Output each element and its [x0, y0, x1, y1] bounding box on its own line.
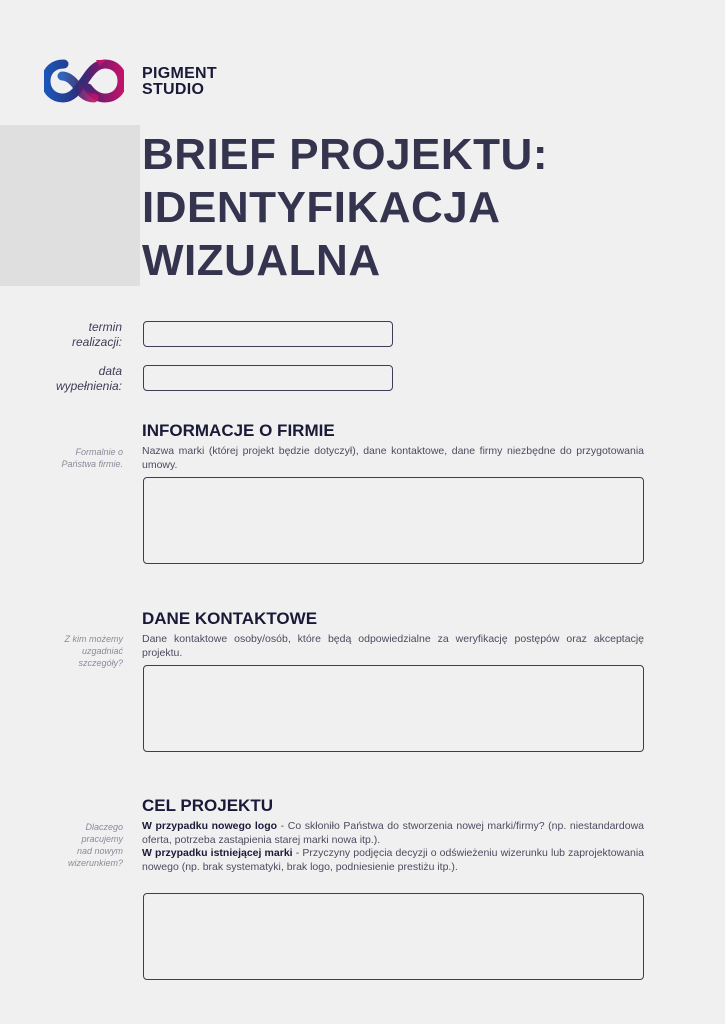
company-info-textarea[interactable] — [143, 477, 644, 564]
title-line2: IDENTYFIKACJA — [142, 183, 501, 232]
deadline-label-line2: realizacji: — [71, 335, 122, 349]
section-title-company-info: INFORMACJE O FIRMIE — [142, 421, 335, 440]
side-note-line: Państwa firmie. — [61, 459, 123, 469]
fill-date-label — [12, 364, 122, 394]
existing-brand-heading: W przypadku istniejącej marki — [142, 847, 293, 859]
side-note-project-goal — [13, 821, 123, 869]
fill-date-label-line1: data — [98, 364, 122, 378]
project-goal-textarea[interactable] — [143, 893, 644, 980]
section-title-project-goal: CEL PROJEKTU — [142, 796, 273, 815]
brand-line1: PIGMENT — [142, 65, 217, 82]
section-description-company-info: Nazwa marki (której projekt będzie dotyczył), dane kontaktowe, dane firmy niezbędne do przygotowania umowy. — [142, 445, 644, 471]
fill-date-field[interactable] — [143, 365, 393, 391]
side-note-line: Z kim możemy — [64, 634, 123, 644]
deadline-label-line1: termin — [88, 320, 122, 334]
existing-brand-paragraph — [142, 847, 644, 874]
side-note-line: uzgadniać — [81, 646, 123, 656]
side-note-line: Formalnie o — [75, 447, 123, 457]
side-note-line: wizerunkiem? — [67, 858, 123, 868]
title-line1: BRIEF PROJEKTU: — [142, 130, 548, 179]
new-logo-paragraph — [142, 820, 644, 847]
contact-data-textarea[interactable] — [143, 665, 644, 752]
side-note-contact-data — [13, 633, 123, 669]
fill-date-label-line2: wypełnienia: — [55, 379, 122, 393]
side-note-line: szczegóły? — [78, 658, 123, 668]
new-logo-text: - Co skłoniło Państwa do stworzenia nowej marki/firmy? (np. niestandardowa oferta, potrzeba zastąpienia starej marki nowa itp.). — [142, 820, 645, 846]
section-description-contact-data: Dane kontaktowe osoby/osób, które będą odpowiedzialne za weryfikację postępów oraz akceptację projektu. — [142, 633, 644, 659]
side-note-company-info — [13, 446, 123, 470]
deadline-field[interactable] — [143, 321, 393, 347]
title-accent-band — [0, 125, 140, 286]
infinity-logo-icon — [44, 58, 124, 104]
existing-brand-text: - Przyczyny podjęcia decyzji o odświeżeniu wizerunku lub zaprojektowania nowego (np. brak systematyki, brak logo, podniesienie prestiżu itp.). — [142, 847, 644, 873]
brand-name — [142, 66, 217, 98]
side-note-line: nad nowym — [76, 846, 123, 856]
deadline-label — [12, 320, 122, 350]
new-logo-heading: W przypadku nowego logo — [142, 820, 278, 832]
side-note-line: pracujemy — [81, 834, 123, 844]
brand-line2: STUDIO — [142, 81, 205, 98]
section-title-contact-data: DANE KONTAKTOWE — [142, 609, 318, 628]
side-note-line: Dlaczego — [85, 822, 123, 832]
section-description-project-goal — [142, 820, 644, 874]
title-line3: WIZUALNA — [142, 236, 381, 285]
page-title — [142, 128, 548, 287]
